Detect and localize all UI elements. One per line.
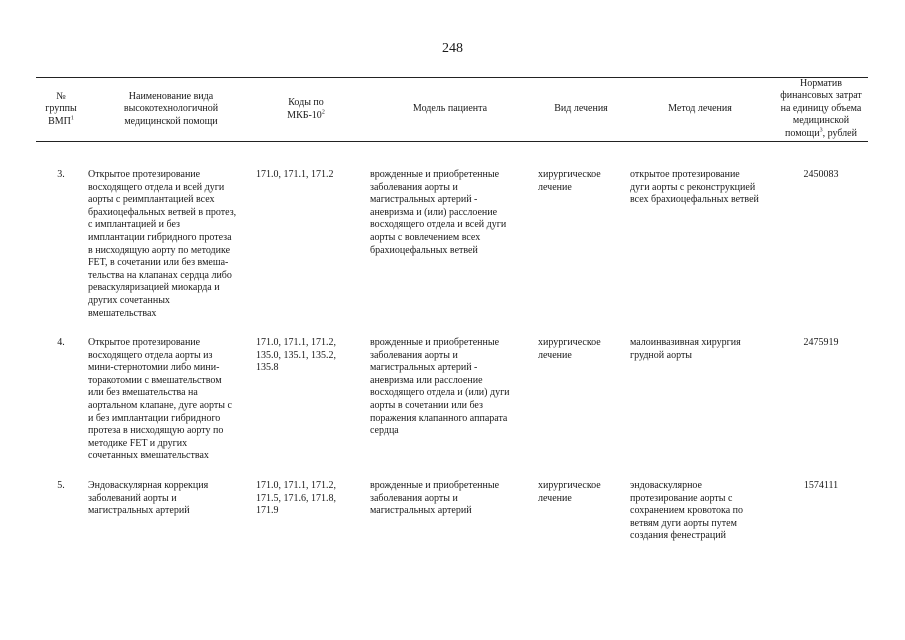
row-treatment-method: эндоваскулярное протезирование аорты с сохранением кровотока по ветвям дуги аорты путем создания фенестраций — [630, 480, 744, 542]
row-cost: 2475919 — [803, 337, 839, 348]
row-patient-model: врожденные и приобретенные заболевания аорты и магистральных артерий - аневризма или расслоение восходящего отдела и (или) дуги аорты в сочетании или без поражения клапанного аппарата сердца — [370, 337, 510, 437]
row-icd-codes: 171.0, 171.1, 171.2, 135.0, 135.1, 135.2, 135.8 — [256, 337, 336, 374]
row-number: 3. — [57, 169, 65, 180]
row-treatment-method: малоинвазивная хирургия грудной аорты — [630, 337, 741, 361]
header-treatment-type: Вид лечения — [554, 103, 608, 115]
header-icd-codes: Коды по МКБ-$10^2$ — [287, 97, 325, 121]
header-patient-model: Модель пациента — [412, 103, 488, 115]
row-patient-model: врожденные и приобретенные заболевания аорты и магистральных артерий — [370, 480, 500, 517]
row-icd-codes: 171.0, 171.1, 171.2 — [256, 169, 334, 180]
header-treatment-method: Метод лечения — [668, 103, 732, 115]
header-cost-norm: Норматив финансовых затрат на единицу объема медицинской помощи$^3$, рублей — [780, 77, 862, 139]
row-number: 4. — [57, 337, 65, 348]
row-care-type: Открытое протезирование восходящего отдела и всей дуги аорты с реимплантацией всех брахиоцефальных ветвей в протез, с имплантацией и без имплантации гибридного протеза в нисходящую аорту по методике FET, в сочетании или без вмеша- тельства на клапанах сердца либо реваскуляризацией миокарда и других сочетанных вмешательствах — [88, 169, 237, 319]
row-cost: 2450083 — [803, 169, 839, 180]
row-treatment-type: хирургическое лечение — [538, 337, 601, 361]
row-treatment-type: хирургическое лечение — [538, 169, 601, 193]
table-header-rule — [36, 141, 868, 142]
row-treatment-type: хирургическое лечение — [538, 480, 601, 504]
row-care-type: Открытое протезирование восходящего отдела аорты из мини-стернотомии либо мини- торакотомии с вмешательством или без вмешательства на аортальном клапане, дуге аорты с и без имплантации гибридного протеза в нисходящую аорту по методике FET и других сочетанных вмешательствах — [88, 337, 232, 462]
header-group-number: № группы ВМП$^1$ — [45, 90, 77, 127]
header-care-type: Наименование вида высокотехнологичной медицинской помощи — [123, 90, 219, 127]
row-treatment-method: открытое протезирование дуги аорты с реконструкцией всех брахиоцефальных ветвей — [630, 169, 759, 206]
row-cost: 1574111 — [803, 480, 839, 491]
page-number: 248 — [442, 41, 463, 56]
row-care-type: Эндоваскулярная коррекция заболеваний аорты и магистральных артерий — [88, 480, 209, 517]
row-icd-codes: 171.0, 171.1, 171.2, 171.5, 171.6, 171.8, 171.9 — [256, 480, 336, 517]
row-number: 5. — [57, 480, 65, 491]
row-patient-model: врожденные и приобретенные заболевания аорты и магистральных артерий - аневризма и (или) расслоение восходящего отдела и всей дуги аорты с вовлечением всех брахиоцефальных ветвей — [370, 169, 507, 256]
